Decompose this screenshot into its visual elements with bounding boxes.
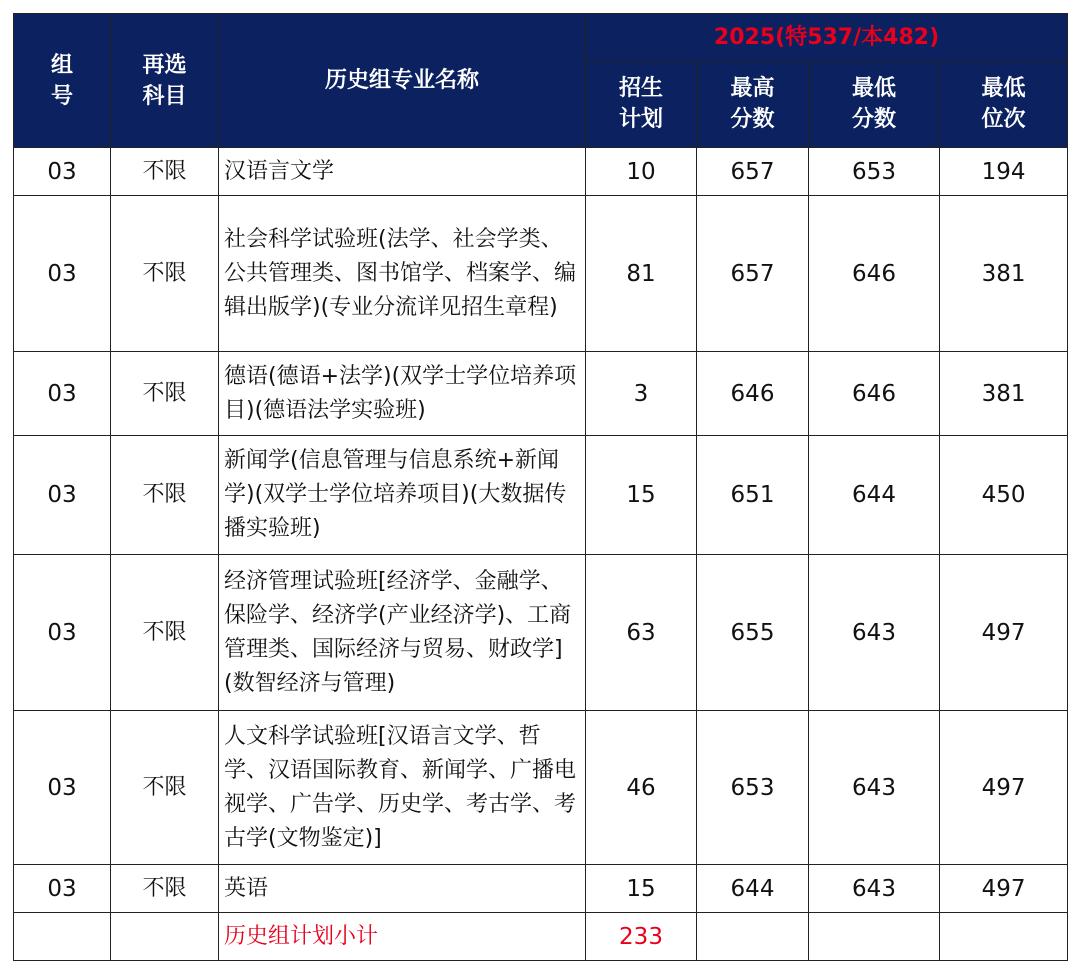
cell-major: 汉语言文学: [219, 148, 586, 196]
cell-plan: 10: [586, 148, 697, 196]
cell-min-rank: 381: [940, 196, 1068, 352]
cell-major: 英语: [219, 865, 586, 913]
cell-min-rank: 497: [940, 711, 1068, 865]
cell-major: 新闻学(信息管理与信息系统+新闻学)(双学士学位培养项目)(大数据传播实验班): [219, 436, 586, 555]
cell-min-rank: 194: [940, 148, 1068, 196]
cell-min-rank: 497: [940, 865, 1068, 913]
cell-plan: 63: [586, 555, 697, 711]
cell-min-rank: 497: [940, 555, 1068, 711]
header-plan: 招生计划: [586, 61, 697, 148]
header-max-score: 最高分数: [697, 61, 809, 148]
cell-reselect: 不限: [111, 148, 219, 196]
cell-reselect: 不限: [111, 865, 219, 913]
cell-group: 03: [14, 555, 111, 711]
subtotal-row: [14, 913, 1068, 961]
table-row: [14, 555, 1068, 711]
cell-plan: 81: [586, 196, 697, 352]
cell-reselect: 不限: [111, 555, 219, 711]
header-major-name: 历史组专业名称: [219, 14, 586, 148]
cell-group: 03: [14, 352, 111, 436]
cell-max-score: 653: [697, 711, 809, 865]
cell-major: 人文科学试验班[汉语言文学、哲学、汉语国际教育、新闻学、广播电视学、广告学、历史学、考古学、考古学(文物鉴定)]: [219, 711, 586, 865]
cell-max-score: 644: [697, 865, 809, 913]
admission-table: [13, 13, 1068, 961]
cell-empty: [809, 913, 940, 961]
cell-max-score: 651: [697, 436, 809, 555]
cell-max-score: 655: [697, 555, 809, 711]
table-row: [14, 436, 1068, 555]
cell-min-rank: 381: [940, 352, 1068, 436]
cell-plan: 46: [586, 711, 697, 865]
cell-major: 社会科学试验班(法学、社会学类、公共管理类、图书馆学、档案学、编辑出版学)(专业分流详见招生章程): [219, 196, 586, 352]
cell-min-score: 643: [809, 711, 940, 865]
cell-empty: [14, 913, 111, 961]
cell-plan: 15: [586, 436, 697, 555]
header-min-score: 最低分数: [809, 61, 940, 148]
cell-reselect: 不限: [111, 196, 219, 352]
cell-reselect: 不限: [111, 711, 219, 865]
subtotal-plan: 233: [586, 913, 697, 961]
cell-min-score: 644: [809, 436, 940, 555]
cell-min-score: 643: [809, 865, 940, 913]
cell-group: 03: [14, 711, 111, 865]
cell-major: 德语(德语+法学)(双学士学位培养项目)(德语法学实验班): [219, 352, 586, 436]
cell-max-score: 646: [697, 352, 809, 436]
cell-major: 经济管理试验班[经济学、金融学、保险学、经济学(产业经济学)、工商管理类、国际经济与贸易、财政学](数智经济与管理): [219, 555, 586, 711]
header-group-no: 组号: [14, 14, 111, 148]
cell-min-score: 643: [809, 555, 940, 711]
cell-min-score: 653: [809, 148, 940, 196]
cell-group: 03: [14, 436, 111, 555]
cell-max-score: 657: [697, 196, 809, 352]
header-min-rank: 最低位次: [940, 61, 1068, 148]
cell-group: 03: [14, 148, 111, 196]
cell-min-score: 646: [809, 196, 940, 352]
cell-max-score: 657: [697, 148, 809, 196]
cell-min-rank: 450: [940, 436, 1068, 555]
cell-reselect: 不限: [111, 436, 219, 555]
cell-min-score: 646: [809, 352, 940, 436]
cell-reselect: 不限: [111, 352, 219, 436]
subtotal-label: 历史组计划小计: [219, 913, 586, 961]
header-reselect-subject: 再选科目: [111, 14, 219, 148]
cell-empty: [940, 913, 1068, 961]
table-row: [14, 711, 1068, 865]
table-row: [14, 196, 1068, 352]
table-row: [14, 352, 1068, 436]
cell-group: 03: [14, 196, 111, 352]
cell-empty: [111, 913, 219, 961]
cell-plan: 15: [586, 865, 697, 913]
table-row: [14, 148, 1068, 196]
cell-empty: [697, 913, 809, 961]
cell-plan: 3: [586, 352, 697, 436]
header-year-title: 2025(特537/本482): [586, 14, 1068, 61]
cell-group: 03: [14, 865, 111, 913]
table-row: [14, 865, 1068, 913]
